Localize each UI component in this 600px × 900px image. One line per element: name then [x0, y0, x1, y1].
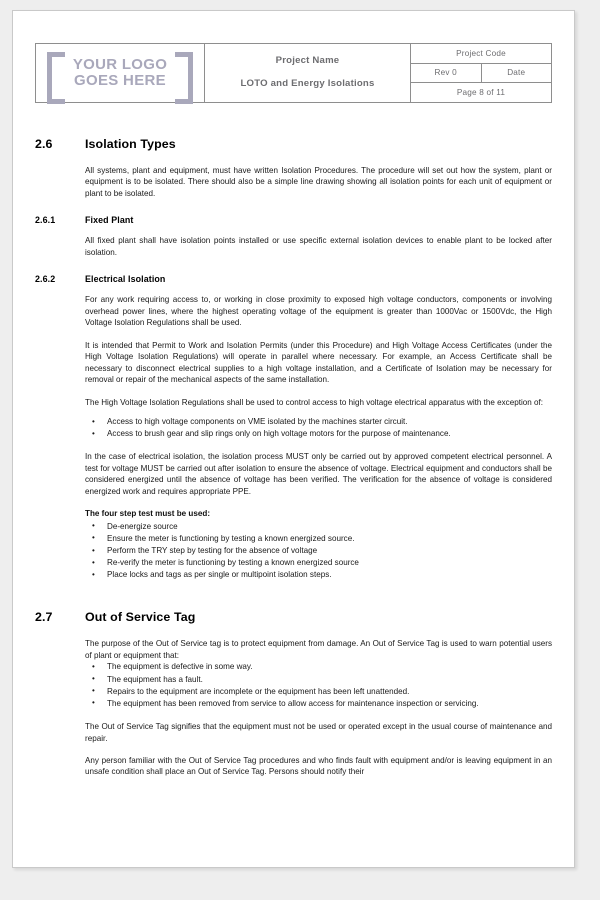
document-page [12, 10, 575, 868]
project-title-cell [205, 44, 411, 103]
page-number-cell: Page 8 of 11 [456, 87, 506, 97]
list-item: • The equipment has been removed from service to allow access for maintenance inspection or servicing. [107, 698, 552, 710]
project-code-cell: Project Code [411, 44, 551, 63]
logo-line-1: YOUR LOGO [72, 55, 168, 73]
logo-line-2: GOES HERE [74, 71, 166, 89]
section-heading-2-7 [35, 610, 552, 624]
section-2-6-2-paragraph-2: It is intended that Permit to Work and Isolation Permits (under this Procedure) and High Voltage Access Certificates (under the High Voltage Isolation Regulations) will operate in parallel where necessary. For example, an Access Certificate shall be necessary to disconnect electrical supplies to a high voltage installation, and a Certificate of Isolation may be necessary for removal or repair of the mechanical aspects of the same installation. [85, 340, 552, 385]
spacer [85, 408, 552, 416]
section-2-7-body [35, 638, 552, 777]
section-2-6-body [35, 165, 552, 199]
out-of-service-warn-list [85, 661, 552, 710]
list-item: • Perform the TRY step by testing for the absence of voltage [107, 545, 552, 557]
list-item: • Access to high voltage components on VME isolated by the machines starter circuit. [107, 416, 552, 428]
section-2-7-paragraph-1: The purpose of the Out of Service tag is to protect equipment from damage. An Out of Service Tag is used to warn potential users of plant or equipment that: [85, 639, 552, 660]
section-number-2-6-2: 2.6.2 [35, 274, 56, 285]
section-2-6-2-paragraph-1: For any work requiring access to, or working in close proximity to exposed high voltage conductors, components or involving overhead power lines, where the highest operating voltage of the equipment is greater than 1000Vac or 1500Vdc, the High Voltage Isolation Regulations shall be used. [85, 295, 552, 328]
section-title-2-6-1: Fixed Plant [85, 215, 134, 226]
section-heading-2-6-2 [35, 274, 552, 284]
list-item: • Repairs to the equipment are incomplete or the equipment has been left unattended. [107, 686, 552, 698]
list-item: • The equipment has a fault. [107, 674, 552, 686]
document-meta-table [411, 44, 551, 102]
section-2-6-1-body [35, 235, 552, 258]
date-cell: Date [481, 63, 551, 83]
list-item: • Place locks and tags as per single or multipoint isolation steps. [107, 569, 552, 581]
section-2-7-paragraph-2: The Out of Service Tag signifies that the equipment must not be used or operated except in the usual course of maintenance and repair. [85, 722, 552, 743]
four-step-test-list [85, 521, 552, 582]
list-item: • De-energize source [107, 521, 552, 533]
list-item: • Re-verify the meter is functioning by testing a known energized source [107, 557, 552, 569]
section-2-6-intro: All systems, plant and equipment, must have written Isolation Procedures. The procedure will set out how the system, plant or equipment is to be isolated. There should also be a simple line drawing showing all isolation points for each unit of equipment or plant to be isolated. [85, 165, 552, 198]
document-title: LOTO and Energy Isolations [240, 77, 375, 89]
section-2-6-1-paragraph-1: All fixed plant shall have isolation points installed or use specific external isolation devices to enable plant to be locked after isolation. [85, 236, 552, 257]
logo-placeholder [45, 50, 195, 96]
section-2-6-2-body [35, 294, 552, 581]
project-name: Project Name [275, 55, 340, 67]
page-content [13, 11, 574, 867]
section-number-2-6: 2.6 [35, 136, 53, 151]
revision-cell: Rev 0 [411, 63, 481, 83]
spacer [35, 592, 552, 610]
section-2-7-paragraph-3: Any person familiar with the Out of Service Tag procedures and who finds fault with equipment and/or is leaving equipment in an unsafe condition shall place an Out of Service Tag. Persons should notify their [85, 755, 552, 777]
section-heading-2-6-1 [35, 215, 552, 225]
document-header-table [35, 43, 552, 103]
logo-cell [36, 44, 205, 103]
list-item: • Access to brush gear and slip rings only on high voltage motors for the purpose of maintenance. [107, 428, 552, 440]
section-2-6-2-paragraph-4: In the case of electrical isolation, the isolation process MUST only be carried out by approved competent electrical personnel. A test for voltage MUST be carried out after isolation to ensure the absence of voltage. Electrical equipment and conductors shall be considered energized until the absence of voltage has been verified. The verification for the absence of voltage is considered energized work and requires appropriate PPE. [85, 452, 552, 496]
bracket-left-icon [47, 52, 65, 104]
section-title-2-7: Out of Service Tag [85, 610, 196, 625]
section-heading-2-6 [35, 137, 552, 151]
section-number-2-6-1: 2.6.1 [35, 215, 56, 226]
document-meta-cell [411, 44, 552, 103]
exception-bullet-list [85, 416, 552, 440]
section-2-6-2-paragraph-3: The High Voltage Isolation Regulations shall be used to control access to high voltage electrical apparatus with the exception of: [85, 397, 544, 407]
list-item: • Ensure the meter is functioning by testing a known energized source. [107, 533, 552, 545]
section-title-2-6: Isolation Types [85, 136, 176, 151]
section-number-2-7: 2.7 [35, 610, 53, 625]
list-item: • The equipment is defective in some way. [107, 661, 552, 673]
four-step-test-heading: The four step test must be used: [85, 509, 211, 519]
logo-text [73, 57, 167, 89]
section-title-2-6-2: Electrical Isolation [85, 274, 166, 285]
bracket-right-icon [175, 52, 193, 104]
